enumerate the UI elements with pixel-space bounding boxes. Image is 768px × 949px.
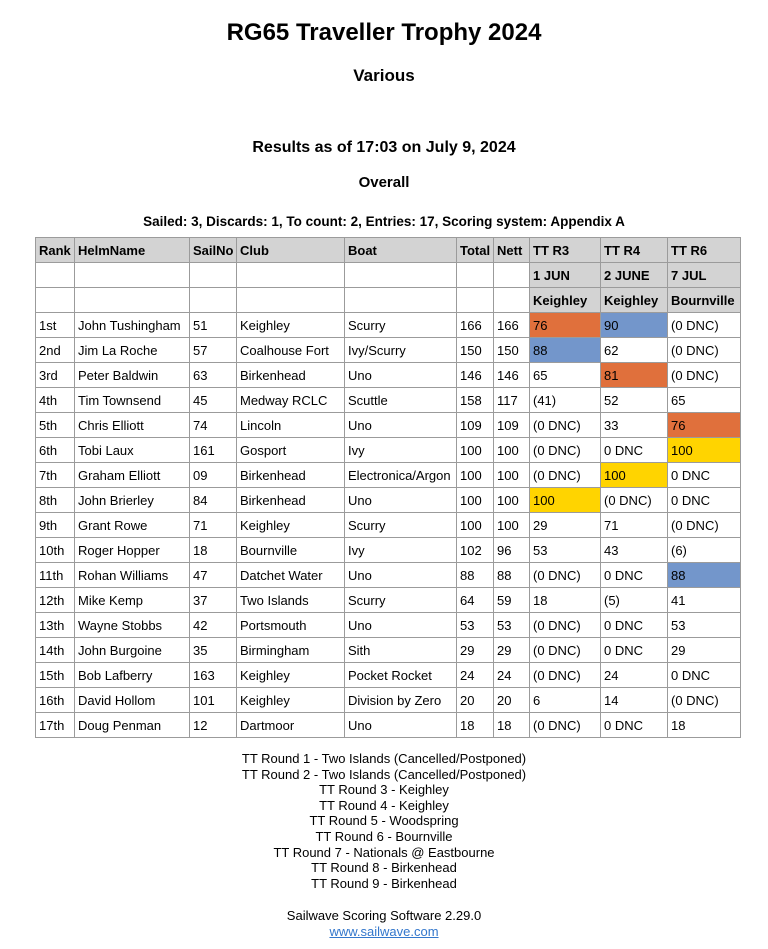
race-score-cell: 18 <box>530 588 601 613</box>
blank-cell <box>345 288 457 313</box>
helm-name-cell: John Tushingham <box>75 313 190 338</box>
table-row <box>36 513 741 538</box>
sail-no-cell: 45 <box>190 388 237 413</box>
club-cell: Keighley <box>237 513 345 538</box>
results-timestamp: Results as of 17:03 on July 9, 2024 <box>252 139 516 156</box>
rank-cell: 10th <box>36 538 75 563</box>
club-cell: Datchet Water <box>237 563 345 588</box>
club-cell: Coalhouse Fort <box>237 338 345 363</box>
rank-cell: 3rd <box>36 363 75 388</box>
rank-cell: 11th <box>36 563 75 588</box>
boat-cell: Pocket Rocket <box>345 663 457 688</box>
sail-no-cell: 57 <box>190 338 237 363</box>
total-cell: 88 <box>457 563 494 588</box>
total-cell: 100 <box>457 438 494 463</box>
boat-cell: Uno <box>345 363 457 388</box>
race-score-cell: 14 <box>601 688 668 713</box>
total-cell: 100 <box>457 488 494 513</box>
rank-cell: 8th <box>36 488 75 513</box>
total-cell: 100 <box>457 513 494 538</box>
sail-no-cell: 101 <box>190 688 237 713</box>
rank-cell: 7th <box>36 463 75 488</box>
blank-cell <box>237 263 345 288</box>
boat-cell: Scurry <box>345 513 457 538</box>
total-cell: 64 <box>457 588 494 613</box>
race-score-cell: 29 <box>530 513 601 538</box>
boat-cell: Scuttle <box>345 388 457 413</box>
footnote-line: TT Round 8 - Birkenhead <box>311 860 457 876</box>
results-table-body <box>36 313 741 738</box>
club-cell: Two Islands <box>237 588 345 613</box>
helm-name-cell: Grant Rowe <box>75 513 190 538</box>
race-score-cell: 71 <box>601 513 668 538</box>
boat-cell: Uno <box>345 488 457 513</box>
sail-no-cell: 12 <box>190 713 237 738</box>
blank-cell <box>345 263 457 288</box>
race-score-cell: (41) <box>530 388 601 413</box>
sail-no-cell: 163 <box>190 663 237 688</box>
race-score-cell: 41 <box>668 588 741 613</box>
table-row <box>36 413 741 438</box>
column-header: Rank <box>36 238 75 263</box>
club-cell: Keighley <box>237 663 345 688</box>
nett-cell: 100 <box>494 513 530 538</box>
total-cell: 166 <box>457 313 494 338</box>
footnote-line: TT Round 6 - Bournville <box>315 828 453 844</box>
race-score-cell: 88 <box>530 338 601 363</box>
sailwave-link[interactable]: www.sailwave.com <box>329 923 439 939</box>
race-score-cell: (0 DNC) <box>530 463 601 488</box>
race-score-cell: (0 DNC) <box>601 488 668 513</box>
boat-cell: Scurry <box>345 313 457 338</box>
sail-no-cell: 09 <box>190 463 237 488</box>
round-footnotes <box>0 751 768 891</box>
sail-no-cell: 84 <box>190 488 237 513</box>
column-header: TT R3 <box>530 238 601 263</box>
race-score-cell: 76 <box>668 413 741 438</box>
rank-cell: 12th <box>36 588 75 613</box>
results-table <box>35 237 741 738</box>
race-score-cell: 90 <box>601 313 668 338</box>
rank-cell: 13th <box>36 613 75 638</box>
boat-cell: Ivy/Scurry <box>345 338 457 363</box>
nett-cell: 166 <box>494 313 530 338</box>
helm-name-cell: Bob Lafberry <box>75 663 190 688</box>
rank-cell: 5th <box>36 413 75 438</box>
boat-cell: Electronica/Argon <box>345 463 457 488</box>
race-score-cell: (0 DNC) <box>668 688 741 713</box>
total-cell: 102 <box>457 538 494 563</box>
race-score-cell: 53 <box>530 538 601 563</box>
helm-name-cell: Tim Townsend <box>75 388 190 413</box>
club-cell: Birkenhead <box>237 463 345 488</box>
rank-cell: 6th <box>36 438 75 463</box>
boat-cell: Uno <box>345 713 457 738</box>
total-cell: 109 <box>457 413 494 438</box>
column-header: Total <box>457 238 494 263</box>
race-score-cell: (0 DNC) <box>530 413 601 438</box>
race-score-cell: 0 DNC <box>668 488 741 513</box>
nett-cell: 20 <box>494 688 530 713</box>
nett-cell: 100 <box>494 488 530 513</box>
total-cell: 29 <box>457 638 494 663</box>
boat-cell: Scurry <box>345 588 457 613</box>
sail-no-cell: 161 <box>190 438 237 463</box>
footnote-line: TT Round 7 - Nationals @ Eastbourne <box>273 844 495 860</box>
race-score-cell: 0 DNC <box>601 613 668 638</box>
rank-cell: 9th <box>36 513 75 538</box>
race-date-header: 1 JUN <box>530 263 601 288</box>
rank-cell: 17th <box>36 713 75 738</box>
helm-name-cell: Graham Elliott <box>75 463 190 488</box>
boat-cell: Sith <box>345 638 457 663</box>
race-score-cell: 53 <box>668 613 741 638</box>
club-cell: Bournville <box>237 538 345 563</box>
blank-cell <box>457 263 494 288</box>
helm-name-cell: Mike Kemp <box>75 588 190 613</box>
nett-cell: 109 <box>494 413 530 438</box>
rank-cell: 1st <box>36 313 75 338</box>
sail-no-cell: 71 <box>190 513 237 538</box>
nett-cell: 18 <box>494 713 530 738</box>
club-cell: Gosport <box>237 438 345 463</box>
race-score-cell: 0 DNC <box>601 713 668 738</box>
blank-cell <box>494 263 530 288</box>
total-cell: 100 <box>457 463 494 488</box>
sail-no-cell: 63 <box>190 363 237 388</box>
club-cell: Birkenhead <box>237 488 345 513</box>
total-cell: 146 <box>457 363 494 388</box>
blank-cell <box>75 263 190 288</box>
race-score-cell: 0 DNC <box>668 663 741 688</box>
boat-cell: Division by Zero <box>345 688 457 713</box>
blank-cell <box>494 288 530 313</box>
blank-cell <box>457 288 494 313</box>
table-row <box>36 438 741 463</box>
blank-cell <box>190 263 237 288</box>
race-score-cell: (0 DNC) <box>668 313 741 338</box>
column-header: Boat <box>345 238 457 263</box>
sail-no-cell: 74 <box>190 413 237 438</box>
sail-no-cell: 47 <box>190 563 237 588</box>
blank-cell <box>36 263 75 288</box>
column-header: HelmName <box>75 238 190 263</box>
page-title: RG65 Traveller Trophy 2024 <box>226 19 542 46</box>
club-cell: Medway RCLC <box>237 388 345 413</box>
table-row <box>36 613 741 638</box>
sail-no-cell: 42 <box>190 613 237 638</box>
club-cell: Portsmouth <box>237 613 345 638</box>
sail-no-cell: 35 <box>190 638 237 663</box>
column-header: TT R6 <box>668 238 741 263</box>
nett-cell: 29 <box>494 638 530 663</box>
race-score-cell: (0 DNC) <box>530 563 601 588</box>
helm-name-cell: Wayne Stobbs <box>75 613 190 638</box>
nett-cell: 24 <box>494 663 530 688</box>
event-venue: Various <box>353 66 415 85</box>
boat-cell: Ivy <box>345 538 457 563</box>
boat-cell: Ivy <box>345 438 457 463</box>
race-score-cell: (0 DNC) <box>530 713 601 738</box>
race-date-header: 7 JUL <box>668 263 741 288</box>
nett-cell: 96 <box>494 538 530 563</box>
race-score-cell: 24 <box>601 663 668 688</box>
total-cell: 20 <box>457 688 494 713</box>
race-score-cell: (0 DNC) <box>530 663 601 688</box>
helm-name-cell: Doug Penman <box>75 713 190 738</box>
race-score-cell: 65 <box>668 388 741 413</box>
table-row <box>36 363 741 388</box>
race-score-cell: 100 <box>601 463 668 488</box>
race-score-cell: 0 DNC <box>601 563 668 588</box>
table-row <box>36 588 741 613</box>
race-score-cell: 76 <box>530 313 601 338</box>
rank-cell: 14th <box>36 638 75 663</box>
section-title: Overall <box>358 174 410 191</box>
club-cell: Dartmoor <box>237 713 345 738</box>
table-row <box>36 538 741 563</box>
table-row <box>36 713 741 738</box>
footnote-line: TT Round 2 - Two Islands (Cancelled/Postponed) <box>241 766 527 782</box>
race-score-cell: (0 DNC) <box>668 513 741 538</box>
blank-cell <box>190 288 237 313</box>
blank-cell <box>237 288 345 313</box>
footnote-line: TT Round 3 - Keighley <box>319 782 449 798</box>
club-cell: Keighley <box>237 688 345 713</box>
club-cell: Birkenhead <box>237 363 345 388</box>
race-score-cell: 100 <box>668 438 741 463</box>
race-venue-header: Keighley <box>530 288 601 313</box>
rank-cell: 15th <box>36 663 75 688</box>
helm-name-cell: John Brierley <box>75 488 190 513</box>
race-score-cell: (0 DNC) <box>530 438 601 463</box>
results-table-head <box>36 238 741 313</box>
helm-name-cell: Tobi Laux <box>75 438 190 463</box>
rank-cell: 2nd <box>36 338 75 363</box>
rank-cell: 4th <box>36 388 75 413</box>
race-score-cell: 62 <box>601 338 668 363</box>
total-cell: 53 <box>457 613 494 638</box>
column-header: SailNo <box>190 238 237 263</box>
nett-cell: 59 <box>494 588 530 613</box>
sail-no-cell: 51 <box>190 313 237 338</box>
table-row <box>36 638 741 663</box>
race-score-cell: 65 <box>530 363 601 388</box>
footnote-line: TT Round 1 - Two Islands (Cancelled/Postponed) <box>241 751 527 766</box>
helm-name-cell: Chris Elliott <box>75 413 190 438</box>
sail-no-cell: 18 <box>190 538 237 563</box>
table-row <box>36 463 741 488</box>
helm-name-cell: Peter Baldwin <box>75 363 190 388</box>
race-venue-header: Bournville <box>668 288 741 313</box>
helm-name-cell: John Burgoine <box>75 638 190 663</box>
table-row <box>36 563 741 588</box>
helm-name-cell: Rohan Williams <box>75 563 190 588</box>
race-score-cell: (0 DNC) <box>530 638 601 663</box>
race-score-cell: 43 <box>601 538 668 563</box>
race-score-cell: (5) <box>601 588 668 613</box>
race-score-cell: 0 DNC <box>601 638 668 663</box>
race-score-cell: 0 DNC <box>601 438 668 463</box>
software-credit-text: Sailwave Scoring Software 2.29.0 <box>286 908 482 924</box>
race-score-cell: (6) <box>668 538 741 563</box>
total-cell: 24 <box>457 663 494 688</box>
club-cell: Birmingham <box>237 638 345 663</box>
table-row <box>36 663 741 688</box>
total-cell: 150 <box>457 338 494 363</box>
scoring-summary: Sailed: 3, Discards: 1, To count: 2, Entries: 17, Scoring system: Appendix A <box>143 214 625 229</box>
nett-cell: 53 <box>494 613 530 638</box>
table-row <box>36 313 741 338</box>
race-score-cell: 29 <box>668 638 741 663</box>
race-venue-header: Keighley <box>601 288 668 313</box>
table-row <box>36 688 741 713</box>
total-cell: 18 <box>457 713 494 738</box>
race-score-cell: 0 DNC <box>668 463 741 488</box>
nett-cell: 150 <box>494 338 530 363</box>
race-score-cell: 88 <box>668 563 741 588</box>
nett-cell: 100 <box>494 463 530 488</box>
club-cell: Lincoln <box>237 413 345 438</box>
rank-cell: 16th <box>36 688 75 713</box>
race-score-cell: 100 <box>530 488 601 513</box>
helm-name-cell: Jim La Roche <box>75 338 190 363</box>
boat-cell: Uno <box>345 563 457 588</box>
column-header: Club <box>237 238 345 263</box>
helm-name-cell: David Hollom <box>75 688 190 713</box>
boat-cell: Uno <box>345 413 457 438</box>
nett-cell: 117 <box>494 388 530 413</box>
footnote-line: TT Round 9 - Birkenhead <box>311 875 457 891</box>
table-row <box>36 388 741 413</box>
nett-cell: 88 <box>494 563 530 588</box>
race-score-cell: 81 <box>601 363 668 388</box>
race-score-cell: (0 DNC) <box>668 338 741 363</box>
column-header: Nett <box>494 238 530 263</box>
nett-cell: 146 <box>494 363 530 388</box>
race-score-cell: 18 <box>668 713 741 738</box>
blank-cell <box>36 288 75 313</box>
race-score-cell: 33 <box>601 413 668 438</box>
software-credit <box>0 908 768 939</box>
footnote-line: TT Round 4 - Keighley <box>319 797 449 813</box>
race-score-cell: 52 <box>601 388 668 413</box>
race-score-cell: (0 DNC) <box>668 363 741 388</box>
table-row <box>36 338 741 363</box>
nett-cell: 100 <box>494 438 530 463</box>
boat-cell: Uno <box>345 613 457 638</box>
race-date-header: 2 JUNE <box>601 263 668 288</box>
race-score-cell: (0 DNC) <box>530 613 601 638</box>
footnote-line: TT Round 5 - Woodspring <box>309 813 459 829</box>
blank-cell <box>75 288 190 313</box>
helm-name-cell: Roger Hopper <box>75 538 190 563</box>
total-cell: 158 <box>457 388 494 413</box>
race-score-cell: 6 <box>530 688 601 713</box>
column-header: TT R4 <box>601 238 668 263</box>
club-cell: Keighley <box>237 313 345 338</box>
sail-no-cell: 37 <box>190 588 237 613</box>
table-row <box>36 488 741 513</box>
